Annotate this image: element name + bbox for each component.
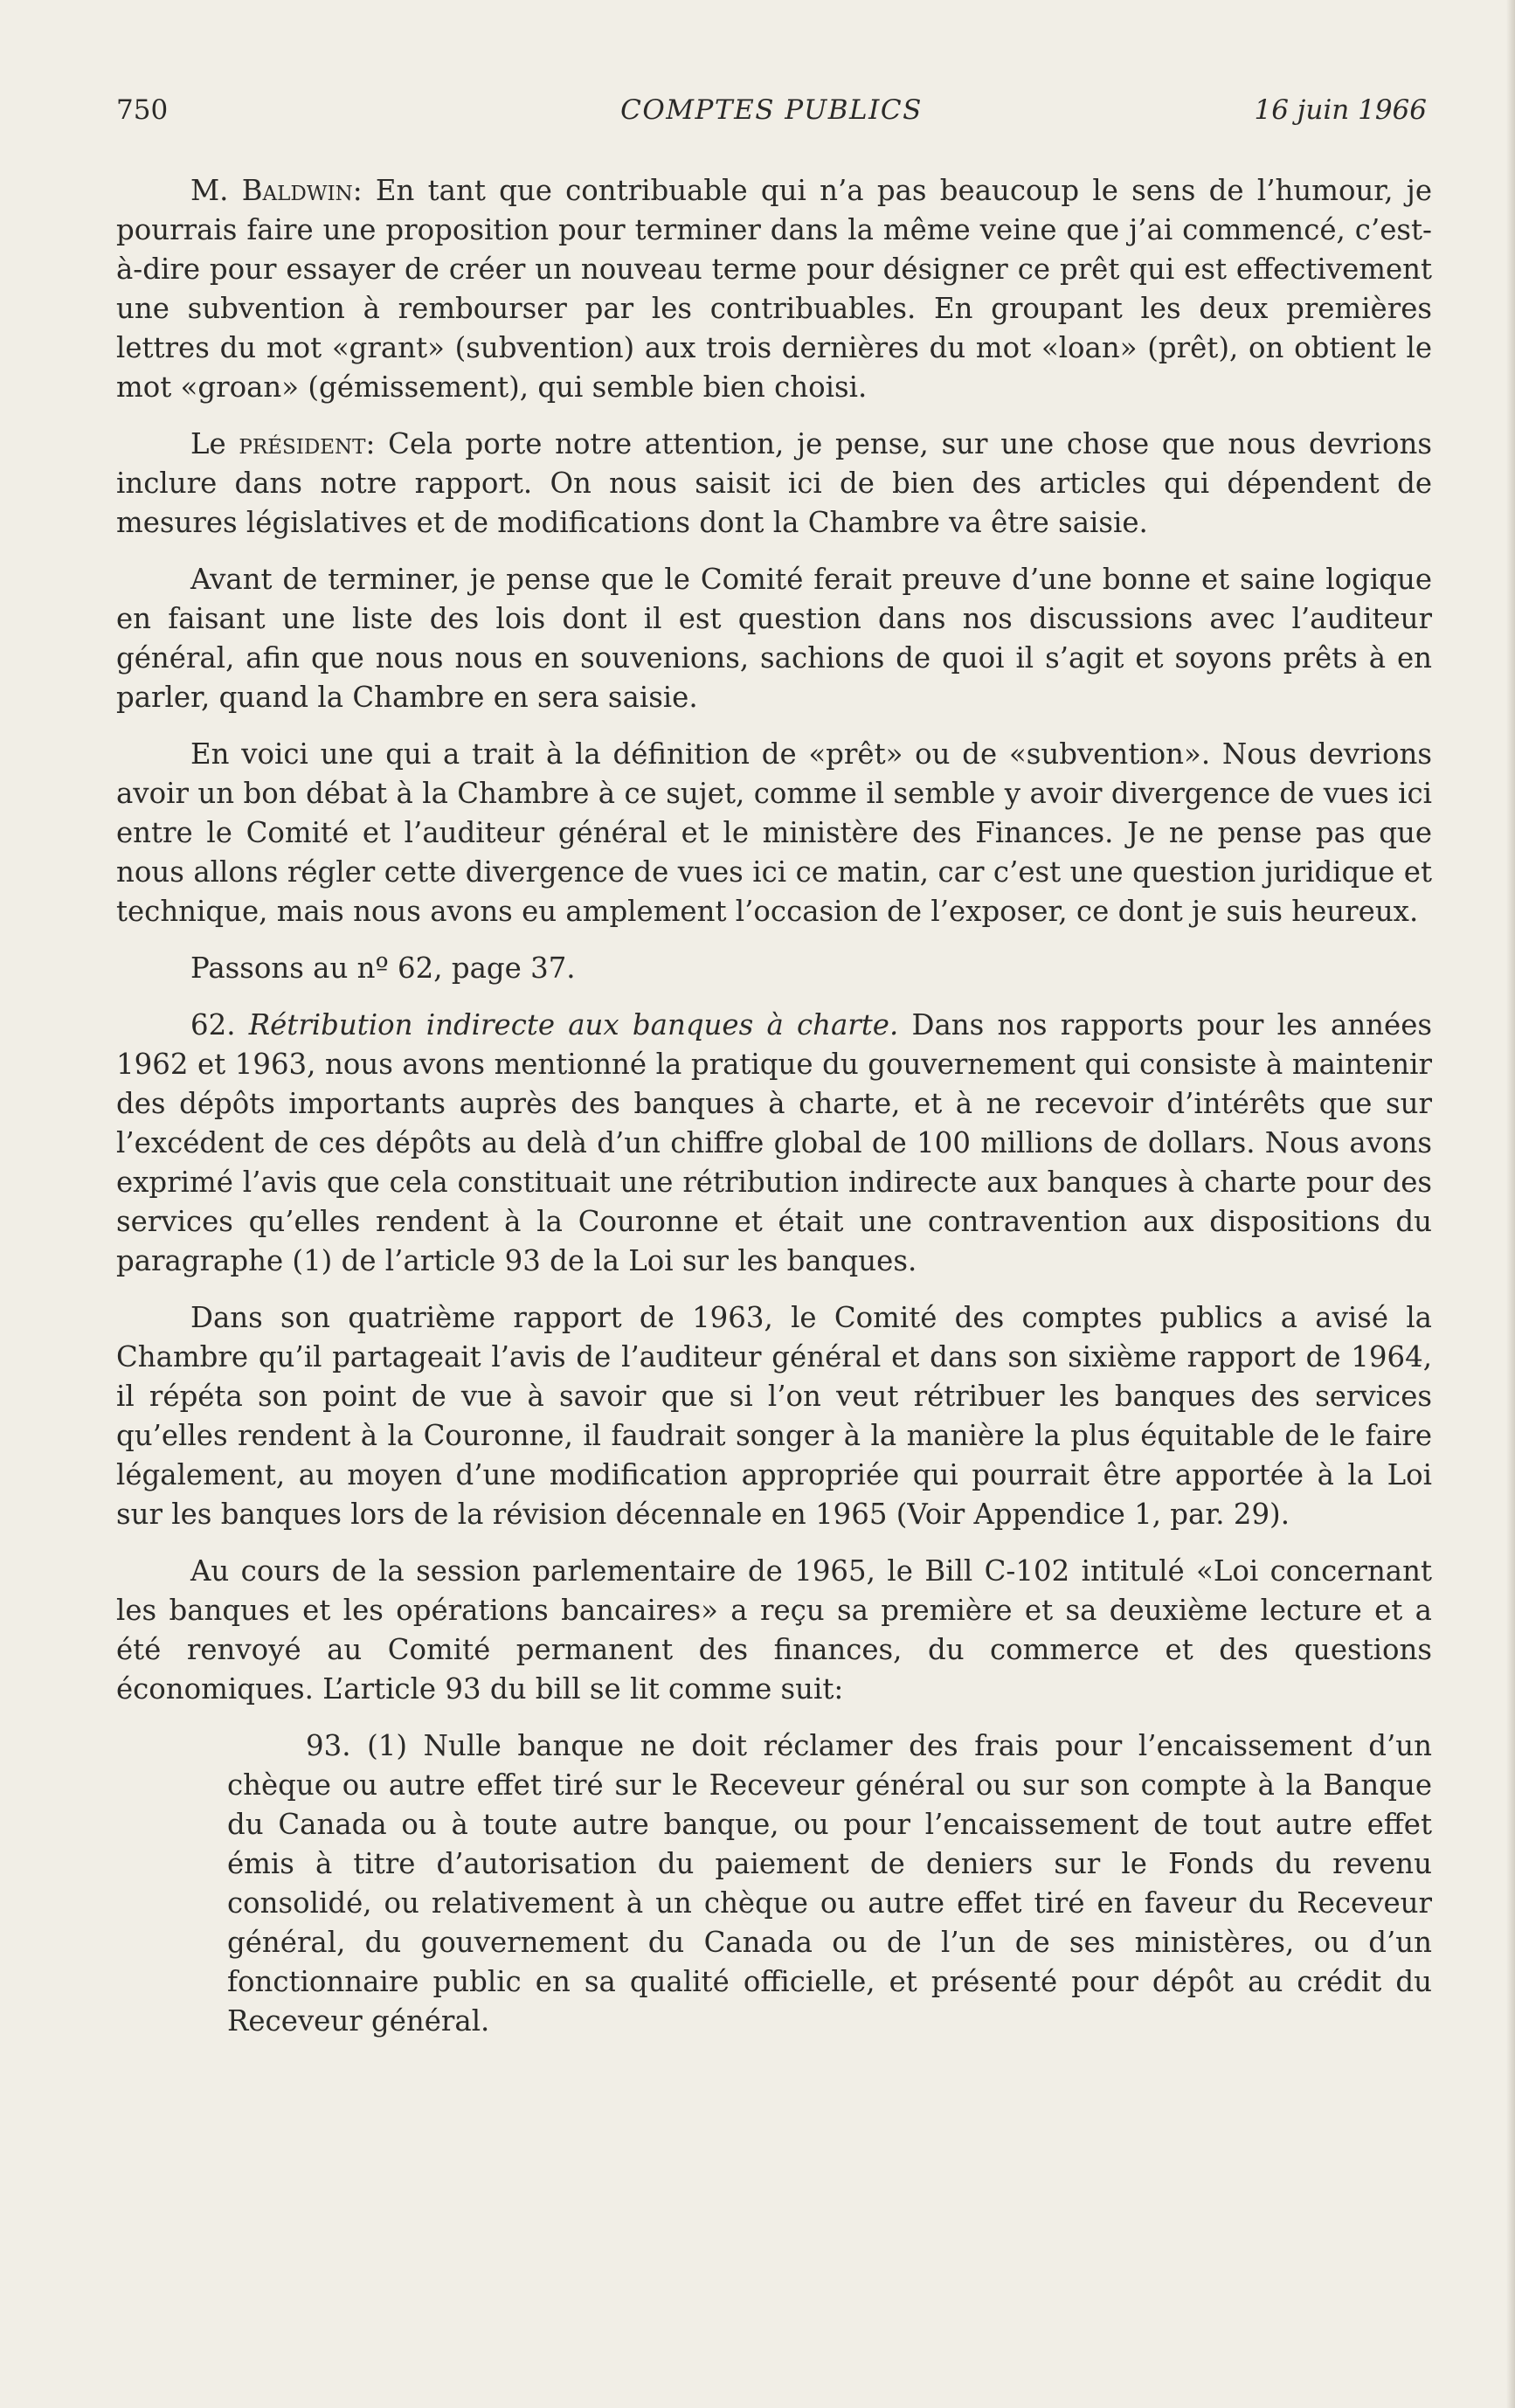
paragraph-text: Dans nos rapports pour les années 1962 et 1963, nous avons mentionné la pratique du gouvernement qui consiste à maintenir des dépôts importants auprès des banques à charte, et à ne recevoir d’intérêts que sur l’excédent de ces dépôts au delà d’un chiffre global de 100 millions de dollars. Nous avons exprimé l’avis que cela constituait une rétribution indirecte aux banques à charte pour des services qu’elles rendent à la Couronne et était une contravention aux dispositions du paragraphe (1) de l’article 93 de la Loi sur les banques. [116, 1008, 1433, 1277]
paragraph-text: En tant que contribuable qui n’a pas beaucoup le sens de l’humour, je pourrais faire une proposition pour terminer dans la même veine que j’ai commencé, c’est-à-dire pour essayer de créer un nouveau terme pour désigner ce prêt qui est effectivement une subvention à rembourser par les contribuables. En groupant les deux premières lettres du mot «grant» (subvention) aux trois dernières du mot «loan» (prêt), on obtient le mot «groan» (gémissement), qui semble bien choisi. [116, 174, 1432, 404]
page-header [116, 94, 1427, 133]
running-title: COMPTES PUBLICS [620, 94, 923, 126]
paragraph-baldwin [116, 171, 1432, 407]
speaker-prefix: Le [190, 427, 239, 460]
paragraph-item-62 [116, 1006, 1432, 1281]
item-title: Rétribution indirecte aux banques à charte. [248, 1008, 899, 1041]
speaker-name: président: [239, 427, 376, 460]
item-number: 62. [190, 1008, 249, 1041]
body-text [116, 171, 1432, 2041]
paragraph: Avant de terminer, je pense que le Comité ferait preuve d’une bonne et saine logique en faisant une liste des lois dont il est question dans nos discussions avec l’auditeur général, afin que nous nous en souvenions, sachions de quoi il s’agit et soyons prêts à en parler, quand la Chambre en sera saisie. [116, 563, 1432, 714]
quoted-article-93: 93. (1) Nulle banque ne doit réclamer des frais pour l’encaissement d’un chèque ou autre effet tiré sur le Receveur général ou sur son compte à la Banque du Canada ou à toute autre banque, ou pour l’encaissement de tout autre effet émis à titre d’autorisation du paiement de deniers sur le Fonds du revenu consolidé, ou relativement à un chèque ou autre effet tiré en faveur du Receveur général, du gouvernement du Canada ou de l’un de ses ministères, ou d’un fonctionnaire public en sa qualité officielle, et présenté pour dépôt au crédit du Receveur général. [227, 1729, 1432, 2038]
speaker-name: M. Baldwin: [190, 174, 363, 207]
paragraph: Passons au nº 62, page 37. [190, 951, 576, 985]
paragraph: Au cours de la session parlementaire de 1965, le Bill C-102 intitulé «Loi concernant les banques et les opérations bancaires» a reçu sa première et sa deuxième lecture et a été renvoyé au Comité permanent des finances, du commerce et des questions économiques. L’article 93 du bill se lit comme suit: [116, 1554, 1432, 1706]
header-date: 16 juin 1966 [1254, 94, 1427, 126]
page-edge-shadow [1506, 0, 1515, 2408]
paragraph-president [116, 425, 1432, 543]
paragraph: En voici une qui a trait à la définition de «prêt» ou de «subvention». Nous devrions avoir un bon débat à la Chambre à ce sujet, comme il semble y avoir divergence de vues ici entre le Comité et l’auditeur général et le ministère des Finances. Je ne pense pas que nous allons régler cette divergence de vues ici ce matin, car c’est une question juridique et technique, mais nous avons eu amplement l’occasion de l’exposer, ce dont je suis heureux. [116, 737, 1432, 928]
paragraph: Dans son quatrième rapport de 1963, le Comité des comptes publics a avisé la Chambre qu’il partageait l’avis de l’auditeur général et dans son sixième rapport de 1964, il répéta son point de vue à savoir que si l’on veut rétribuer les banques des services qu’elles rendent à la Couronne, il faudrait songer à la manière la plus équitable de le faire légalement, au moyen d’une modification appropriée qui pourrait être apportée à la Loi sur les banques lors de la révision décennale en 1965 (Voir Appendice 1, par. 29). [116, 1301, 1432, 1531]
page-number: 750 [116, 94, 169, 126]
paragraph-text: Cela porte notre attention, je pense, sur une chose que nous devrions inclure dans notre rapport. On nous saisit ici de bien des articles qui dépendent de mesures législatives et de modifications dont la Chambre va être saisie. [116, 427, 1432, 539]
